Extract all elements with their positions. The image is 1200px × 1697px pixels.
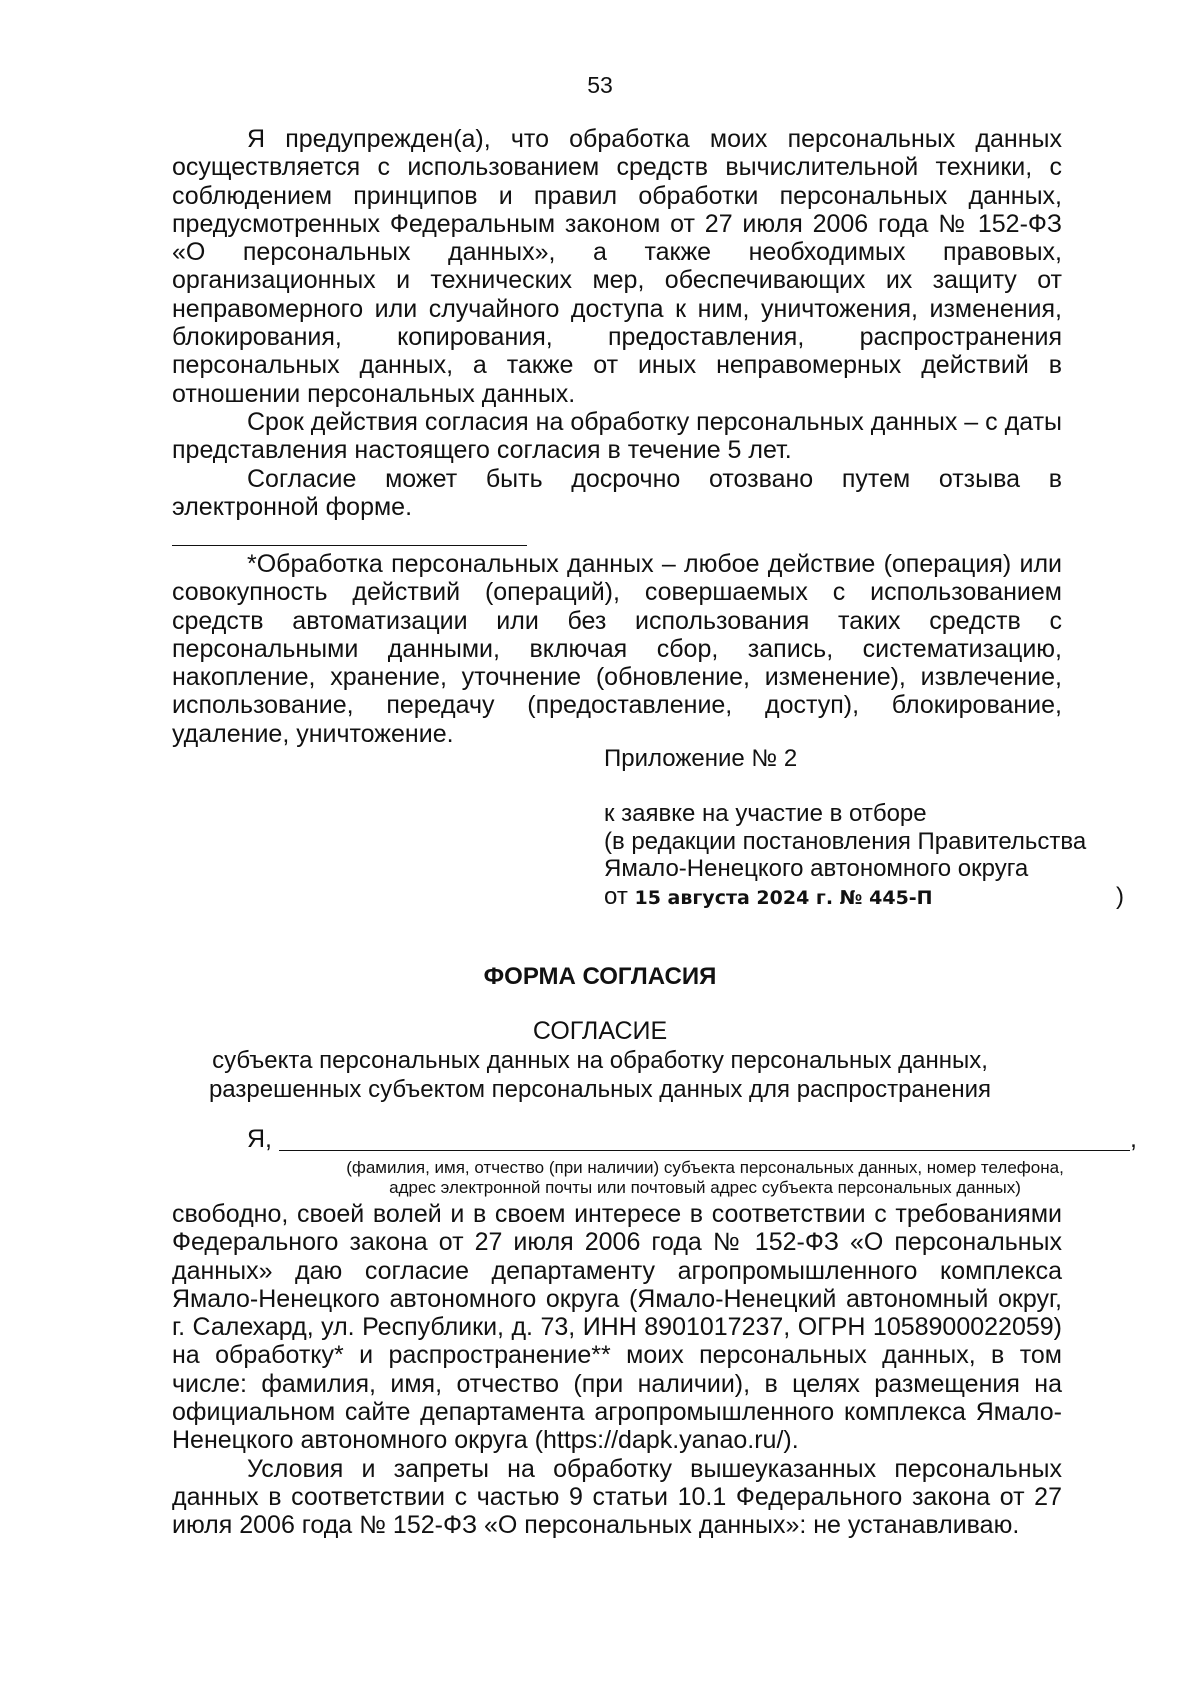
footnote-separator	[172, 545, 527, 546]
appendix-date-row	[604, 883, 1124, 913]
paragraph-validity-period: Срок действия согласия на обработку персональных данных – с даты представления настоящего согласия в течение 5 лет.	[172, 407, 1062, 465]
form-title: ФОРМА СОГЛАСИЯ	[483, 963, 717, 990]
consent-subtitle-line-1: субъекта персональных данных на обработку персональных данных,	[212, 1047, 988, 1074]
footnote-section	[172, 550, 1062, 748]
consent-subtitle-line-2: разрешенных субъектом персональных данных для распространения	[208, 1076, 992, 1103]
consent-terms-section	[172, 125, 1062, 521]
paragraph-revocation: Согласие может быть досрочно отозвано путем отзыва в электронной форме.	[172, 464, 1062, 521]
appendix-line-3: Ямало-Ненецкого автономного округа	[604, 855, 1029, 882]
appendix-date-value: 15 августа 2024 г. № 445-П	[634, 886, 933, 909]
consent-body-section	[172, 1200, 1062, 1540]
footnote-text: *Обработка персональных данных – любое действие (операция) или совокупность действий (операций), совершаемых с использованием средств автоматизации или без использования таких средств с персональными данными, включая сбор, запись, систематизацию, накопление, хранение, уточнение (обновление, изменение), извлечение, использование, передачу (предоставление, доступ), блокирование, удаление, уничтожение.	[172, 550, 1062, 748]
ya-label: Я,	[247, 1125, 272, 1153]
caption-line-2: адрес электронной почты или почтовый адрес субъекта персональных данных)	[389, 1178, 1021, 1197]
fill-line-comma: ,	[1130, 1125, 1137, 1153]
caption-line-1: (фамилия, имя, отчество (при наличии) субъекта персональных данных, номер телефона,	[346, 1158, 1064, 1177]
appendix-date-close: )	[1116, 882, 1124, 910]
appendix-number: Приложение № 2	[604, 745, 798, 772]
name-fill-line[interactable]	[279, 1150, 1130, 1151]
appendix-line-2: (в редакции постановления Правительства	[604, 827, 1087, 855]
consent-conditions-paragraph: Условия и запреты на обработку вышеуказанных персональных данных в соответствии с частью 9 статьи 10.1 Федерального закона от 27 июля 2006 года № 152-ФЗ «О персональных данных»: не устанавливаю.	[172, 1454, 1062, 1540]
fill-line-caption	[272, 1158, 1138, 1198]
consent-title: СОГЛАСИЕ	[532, 1017, 668, 1045]
page-number: 53	[587, 72, 613, 98]
consent-body-paragraph: свободно, своей волей и в своем интересе в соответствии с требованиями Федерального закона от 27 июля 2006 года № 152-ФЗ «О персональных данных» даю согласие департаменту агропромышленного комплекса Ямало-Ненецкого автономного округа (Ямало-Ненецкий автономный округ, г. Салехард, ул. Республики, д. 73, ИНН 8901017237, ОГРН 1058900022059) на обработку* и распространение** моих персональных данных, в том числе: фамилия, имя, отчество (при наличии), в целях размещения на официальном сайте департамента агропромышленного комплекса Ямало-Ненецкого автономного округа (https://dapk.yanao.ru/).	[172, 1200, 1062, 1455]
paragraph-processing-warning: Я предупрежден(а), что обработка моих персональных данных осуществляется с использованием средств вычислительной техники, с соблюдением принципов и правил обработки персональных данных, предусмотренных Федеральным законом от 27 июля 2006 года № 152-ФЗ «О персональных данных», а также необходимых правовых, организационных и технических мер, обеспечивающих их защиту от неправомерного или случайного доступа к ним, уничтожения, изменения, блокирования, копирования, предоставления, распространения персональных данных, а также от иных неправомерных действий в отношении персональных данных.	[172, 125, 1062, 408]
appendix-line-1: к заявке на участие в отборе	[604, 800, 927, 827]
appendix-reference	[604, 800, 1124, 912]
appendix-date-prefix: от	[604, 882, 635, 910]
consent-subtitle	[0, 1046, 1200, 1104]
